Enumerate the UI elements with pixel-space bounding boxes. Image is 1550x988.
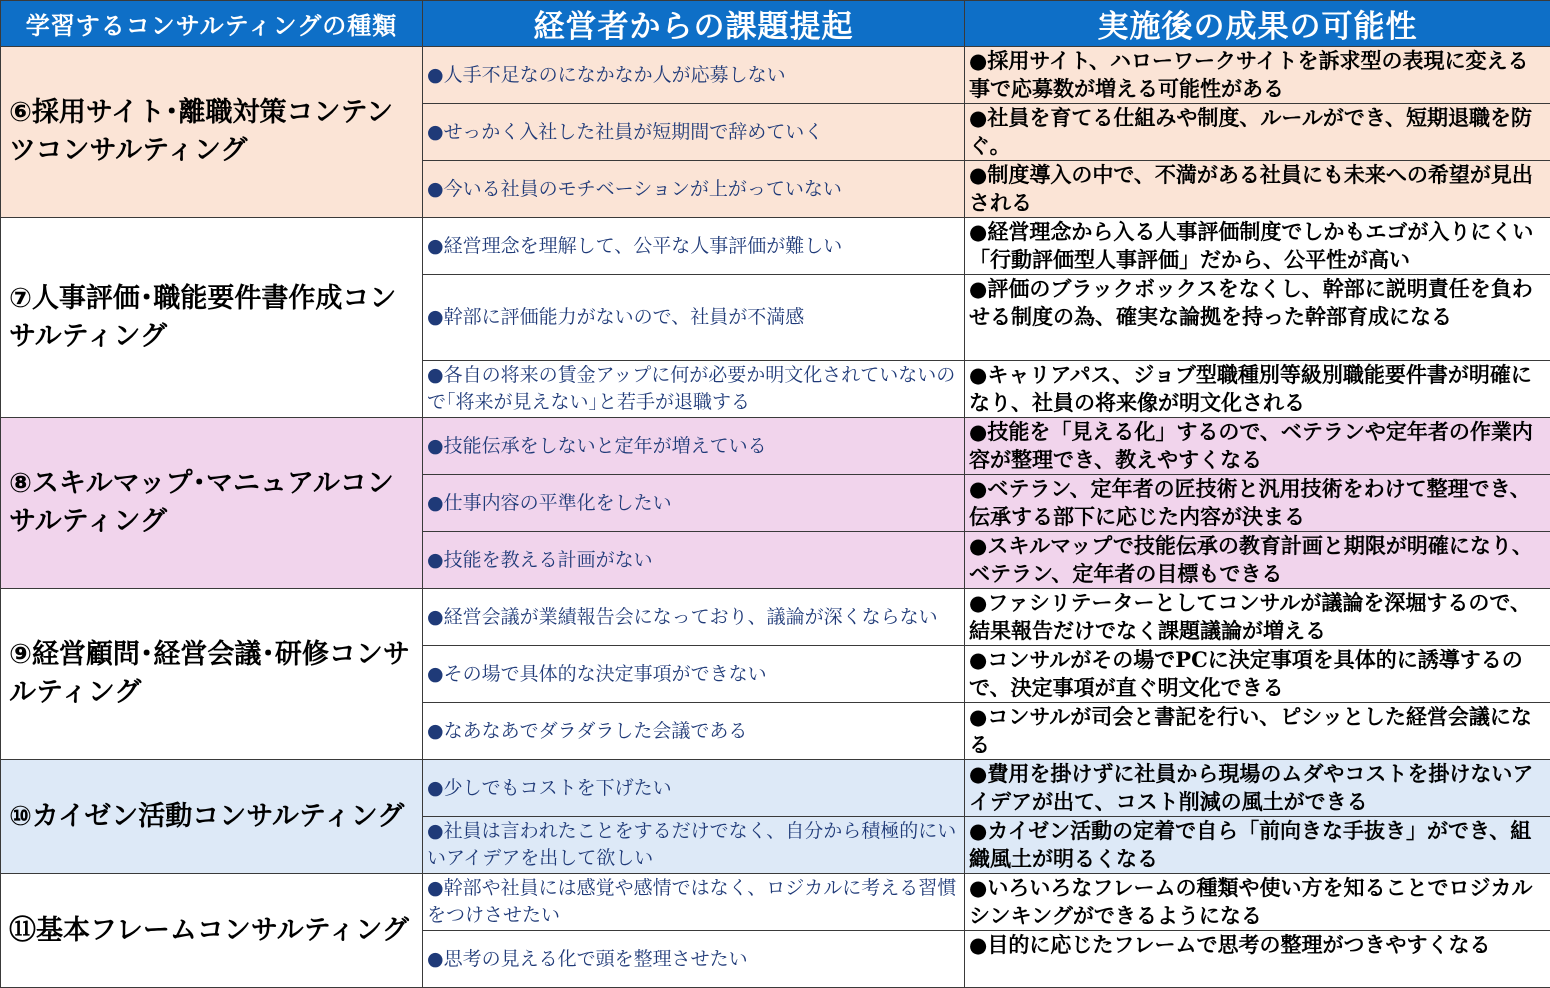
result-cell: ●費用を掛けずに社員から現場のムダやコストを掛けないアイデアが出て、コスト削減の風土ができる bbox=[965, 760, 1550, 817]
result-cell: ●評価のブラックボックスをなくし、幹部に説明責任を負わせる制度の為、確実な論拠を持った幹部育成になる bbox=[965, 275, 1550, 361]
result-cell: ●経営理念から入る人事評価制度でしかもエゴが入りにくい「行動評価型人事評価」だから、公平性が高い bbox=[965, 218, 1550, 275]
issue-cell: ●技能伝承をしないと定年が増えている bbox=[423, 418, 965, 475]
result-cell: ●いろいろなフレームの種類や使い方を知ることでロジカルシンキングができるようになる bbox=[965, 874, 1550, 931]
result-cell: ●採用サイト、ハローワークサイトを訴求型の表現に変える事で応募数が増える可能性がある bbox=[965, 47, 1550, 104]
issue-cell: ●せっかく入社した社員が短期間で辞めていく bbox=[423, 104, 965, 161]
issue-cell: ●幹部に評価能力がないので、社員が不満感 bbox=[423, 275, 965, 361]
issue-cell: ●今いる社員のモチベーションが上がっていない bbox=[423, 161, 965, 218]
issue-cell: ●その場で具体的な決定事項ができない bbox=[423, 646, 965, 703]
result-cell: ●コンサルがその場でPCに決定事項を具体的に誘導するので、決定事項が直ぐ明文化できる bbox=[965, 646, 1550, 703]
result-cell: ●ファシリテーターとしてコンサルが議論を深堀するので、結果報告だけでなく課題議論が増える bbox=[965, 589, 1550, 646]
issue-cell: ●技能を教える計画がない bbox=[423, 532, 965, 589]
result-cell: ●社員を育てる仕組みや制度、ルールができ、短期退職を防ぐ。 bbox=[965, 104, 1550, 161]
consulting-type-9: ⑨経営顧問･経営会議･研修コンサルティング bbox=[1, 589, 423, 760]
header-row bbox=[1, 1, 1550, 47]
result-cell: ●制度導入の中で、不満がある社員にも未来への希望が見出される bbox=[965, 161, 1550, 218]
result-cell: ●ベテラン、定年者の匠技術と汎用技術をわけて整理でき、伝承する部下に応じた内容が決まる bbox=[965, 475, 1550, 532]
issue-cell: ●経営会議が業績報告会になっており、議論が深くならない bbox=[423, 589, 965, 646]
result-cell: ●キャリアパス、ジョブ型職種別等級別職能要件書が明確になり、社員の将来像が明文化される bbox=[965, 361, 1550, 418]
result-cell: ●技能を「見える化」するので、ベテランや定年者の作業内容が整理でき、教えやすくなる bbox=[965, 418, 1550, 475]
table-row bbox=[1, 760, 1550, 817]
issue-cell: ●人手不足なのになかなか人が応募しない bbox=[423, 47, 965, 104]
issue-cell: ●仕事内容の平準化をしたい bbox=[423, 475, 965, 532]
consulting-type-10: ⑩カイゼン活動コンサルティング bbox=[1, 760, 423, 874]
issue-cell: ●思考の見える化で頭を整理させたい bbox=[423, 931, 965, 988]
table-row bbox=[1, 47, 1550, 104]
result-cell: ●目的に応じたフレームで思考の整理がつきやすくなる bbox=[965, 931, 1550, 988]
table-row bbox=[1, 589, 1550, 646]
issue-cell: ●なあなあでダラダラした会議である bbox=[423, 703, 965, 760]
issue-cell: ●経営理念を理解して、公平な人事評価が難しい bbox=[423, 218, 965, 275]
header-issue: 経営者からの課題提起 bbox=[423, 1, 965, 47]
consulting-type-7: ⑦人事評価･職能要件書作成コンサルティング bbox=[1, 218, 423, 418]
table-row bbox=[1, 218, 1550, 275]
consulting-type-11: ⑪基本フレームコンサルティング bbox=[1, 874, 423, 988]
issue-cell: ●幹部や社員には感覚や感情ではなく、ロジカルに考える習慣をつけさせたい bbox=[423, 874, 965, 931]
result-cell: ●カイゼン活動の定着で自ら「前向きな手抜き」ができ、組織風土が明るくなる bbox=[965, 817, 1550, 874]
consulting-type-6: ⑥採用サイト･離職対策コンテンツコンサルティング bbox=[1, 47, 423, 218]
result-cell: ●コンサルが司会と書記を行い、ピシッとした経営会議になる bbox=[965, 703, 1550, 760]
header-type: 学習するコンサルティングの種類 bbox=[1, 1, 423, 47]
issue-cell: ●各自の将来の賃金アップに何が必要か明文化されていないので｢将来が見えない｣と若手が退職する bbox=[423, 361, 965, 418]
consulting-type-8: ⑧スキルマップ･マニュアルコンサルティング bbox=[1, 418, 423, 589]
table-row bbox=[1, 874, 1550, 931]
table-row bbox=[1, 418, 1550, 475]
issue-cell: ●社員は言われたことをするだけでなく、自分から積極的にいいアイデアを出して欲しい bbox=[423, 817, 965, 874]
result-cell: ●スキルマップで技能伝承の教育計画と期限が明確になり、ベテラン、定年者の目標もできる bbox=[965, 532, 1550, 589]
issue-cell: ●少しでもコストを下げたい bbox=[423, 760, 965, 817]
header-result: 実施後の成果の可能性 bbox=[965, 1, 1550, 47]
